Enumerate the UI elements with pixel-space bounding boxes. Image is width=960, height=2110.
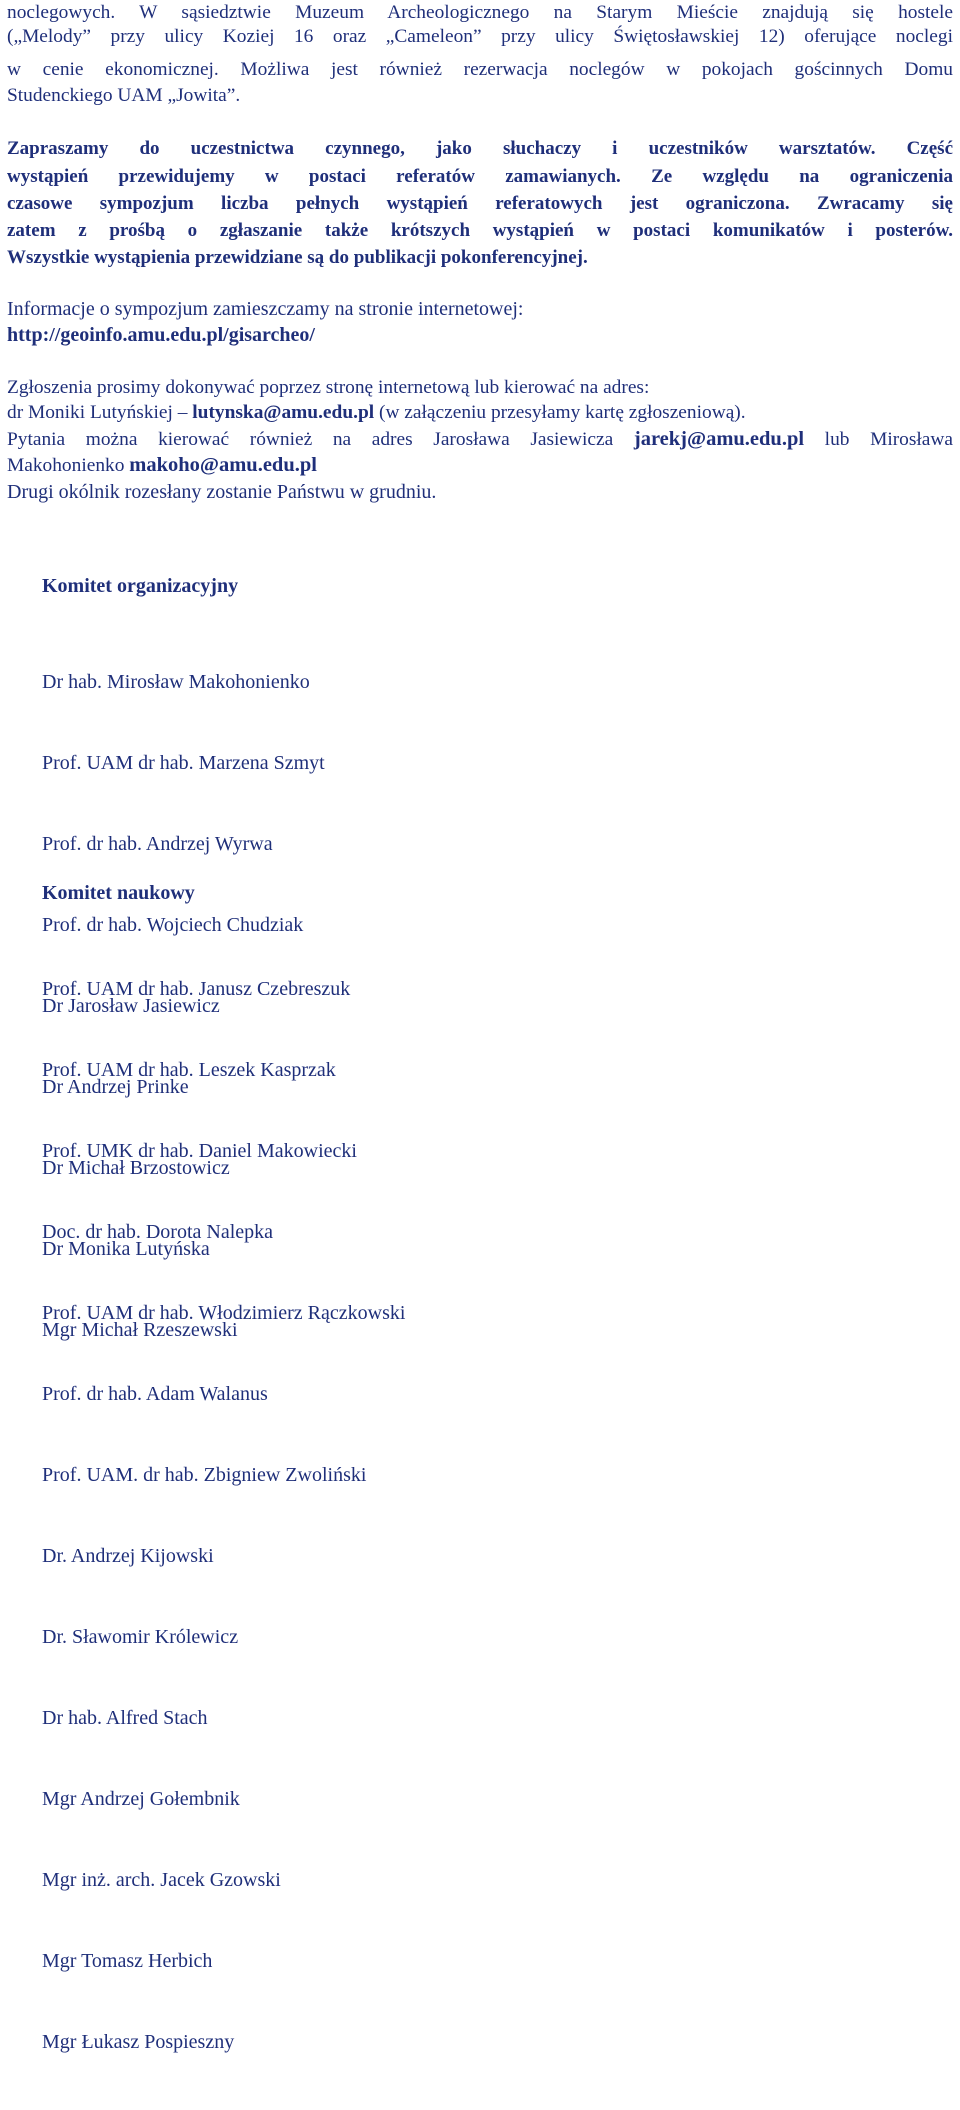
scientific-member: Mgr Tomasz Herbich <box>42 1950 213 1972</box>
organizing-committee-title: Komitet organizacyjny <box>42 575 239 597</box>
contact-line-2-post: (w załączeniu przesyłamy kartę zgłoszeniową). <box>374 402 746 423</box>
contact-line-4-pre: Makohonienko <box>7 455 130 476</box>
scientific-committee-title: Komitet naukowy <box>42 882 195 904</box>
scientific-member: Prof. UAM dr hab. Włodzimierz Rączkowski <box>42 1302 406 1324</box>
intro-line-2: („Melody” przy ulicy Koziej 16 oraz „Cameleon” przy ulicy Świętosławskiej 12) oferujące noclegi <box>7 26 953 47</box>
invite-line-4: zatem z prośbą o zgłaszanie także krótszych wystąpień w postaci komunikatów i posterów. <box>7 220 953 241</box>
scientific-member: Dr hab. Alfred Stach <box>42 1707 208 1729</box>
makoho-email-link[interactable]: makoho@amu.edu.pl <box>129 454 317 476</box>
contact-line-4 <box>7 453 317 478</box>
invite-line-1: Zapraszamy do uczestnictwa czynnego, jako słuchaczy i uczestników warsztatów. Część <box>7 138 953 159</box>
organizing-member: Dr Michał Brzostowicz <box>42 1157 230 1179</box>
organizing-member: Prof. dr hab. Andrzej Wyrwa <box>42 833 273 855</box>
scientific-member: Dr. Andrzej Kijowski <box>42 1545 214 1567</box>
organizing-member: Prof. UAM dr hab. Marzena Szmyt <box>42 752 325 774</box>
invite-line-2: wystąpień przewidujemy w postaci referatów zamawianych. Ze względu na ograniczenia <box>7 166 953 187</box>
organizing-member: Dr Monika Lutyńska <box>42 1238 210 1260</box>
scientific-member: Prof. UMK dr hab. Daniel Makowiecki <box>42 1140 357 1162</box>
scientific-member: Prof. dr hab. Adam Walanus <box>42 1383 268 1405</box>
scientific-member: Mgr Andrzej Gołembnik <box>42 1788 240 1810</box>
contact-line-1: Zgłoszenia prosimy dokonywać poprzez stronę internetową lub kierować na adres: <box>7 377 650 398</box>
scientific-member: Mgr inż. arch. Jacek Gzowski <box>42 1869 281 1891</box>
organizing-member: Dr Andrzej Prinke <box>42 1076 189 1098</box>
scientific-member: Mgr Łukasz Pospieszny <box>42 2031 235 2053</box>
invite-line-5: Wszystkie wystąpienia przewidziane są do publikacji pokonferencyjnej. <box>7 247 588 268</box>
intro-line-4: Studenckiego UAM „Jowita”. <box>7 85 241 106</box>
intro-line-1: noclegowych. W sąsiedztwie Muzeum Archeologicznego na Starym Mieście znajdują się hostele <box>7 2 953 23</box>
scientific-member: Prof. UAM. dr hab. Zbigniew Zwoliński <box>42 1464 367 1486</box>
contact-line-2-pre: dr Moniki Lutyńskiej – <box>7 402 193 423</box>
invite-line-3: czasowe sympozjum liczba pełnych wystąpień referatowych jest ograniczona. Zwracamy się <box>7 193 953 214</box>
contact-line-5: Drugi okólnik rozesłany zostanie Państwu w grudniu. <box>7 481 437 503</box>
jarekj-email-link[interactable]: jarekj@amu.edu.pl <box>633 428 805 450</box>
organizing-member: Dr hab. Mirosław Makohonienko <box>42 671 310 693</box>
website-text: Informacje o sympozjum zamieszczamy na stronie internetowej: <box>7 298 524 320</box>
scientific-member: Prof. UAM dr hab. Janusz Czebreszuk <box>42 978 351 1000</box>
website-url[interactable]: http://geoinfo.amu.edu.pl/gisarcheo/ <box>7 324 315 346</box>
contact-line-3 <box>7 427 953 452</box>
scientific-committee-list <box>42 922 405 2110</box>
scientific-member: Dr. Sławomir Królewicz <box>42 1626 239 1648</box>
organizing-member: Prof. dr hab. Wojciech Chudziak <box>42 914 304 936</box>
contact-line-3-pre: Pytania można kierować również na adres Jarosława Jasiewicza <box>7 429 634 450</box>
contact-line-3-post: lub Mirosława <box>804 429 954 450</box>
organizing-member: Mgr Michał Rzeszewski <box>42 1319 238 1341</box>
intro-line-3: w cenie ekonomicznej. Możliwa jest również rezerwacja noclegów w pokojach gościnnych Domu <box>7 59 953 80</box>
lutynska-email-link[interactable]: lutynska@amu.edu.pl <box>192 402 375 423</box>
scientific-member: Prof. UAM dr hab. Leszek Kasprzak <box>42 1059 336 1081</box>
contact-line-2 <box>7 401 746 425</box>
scientific-member: Doc. dr hab. Dorota Nalepka <box>42 1221 274 1243</box>
organizing-member: Dr Jarosław Jasiewicz <box>42 995 220 1017</box>
